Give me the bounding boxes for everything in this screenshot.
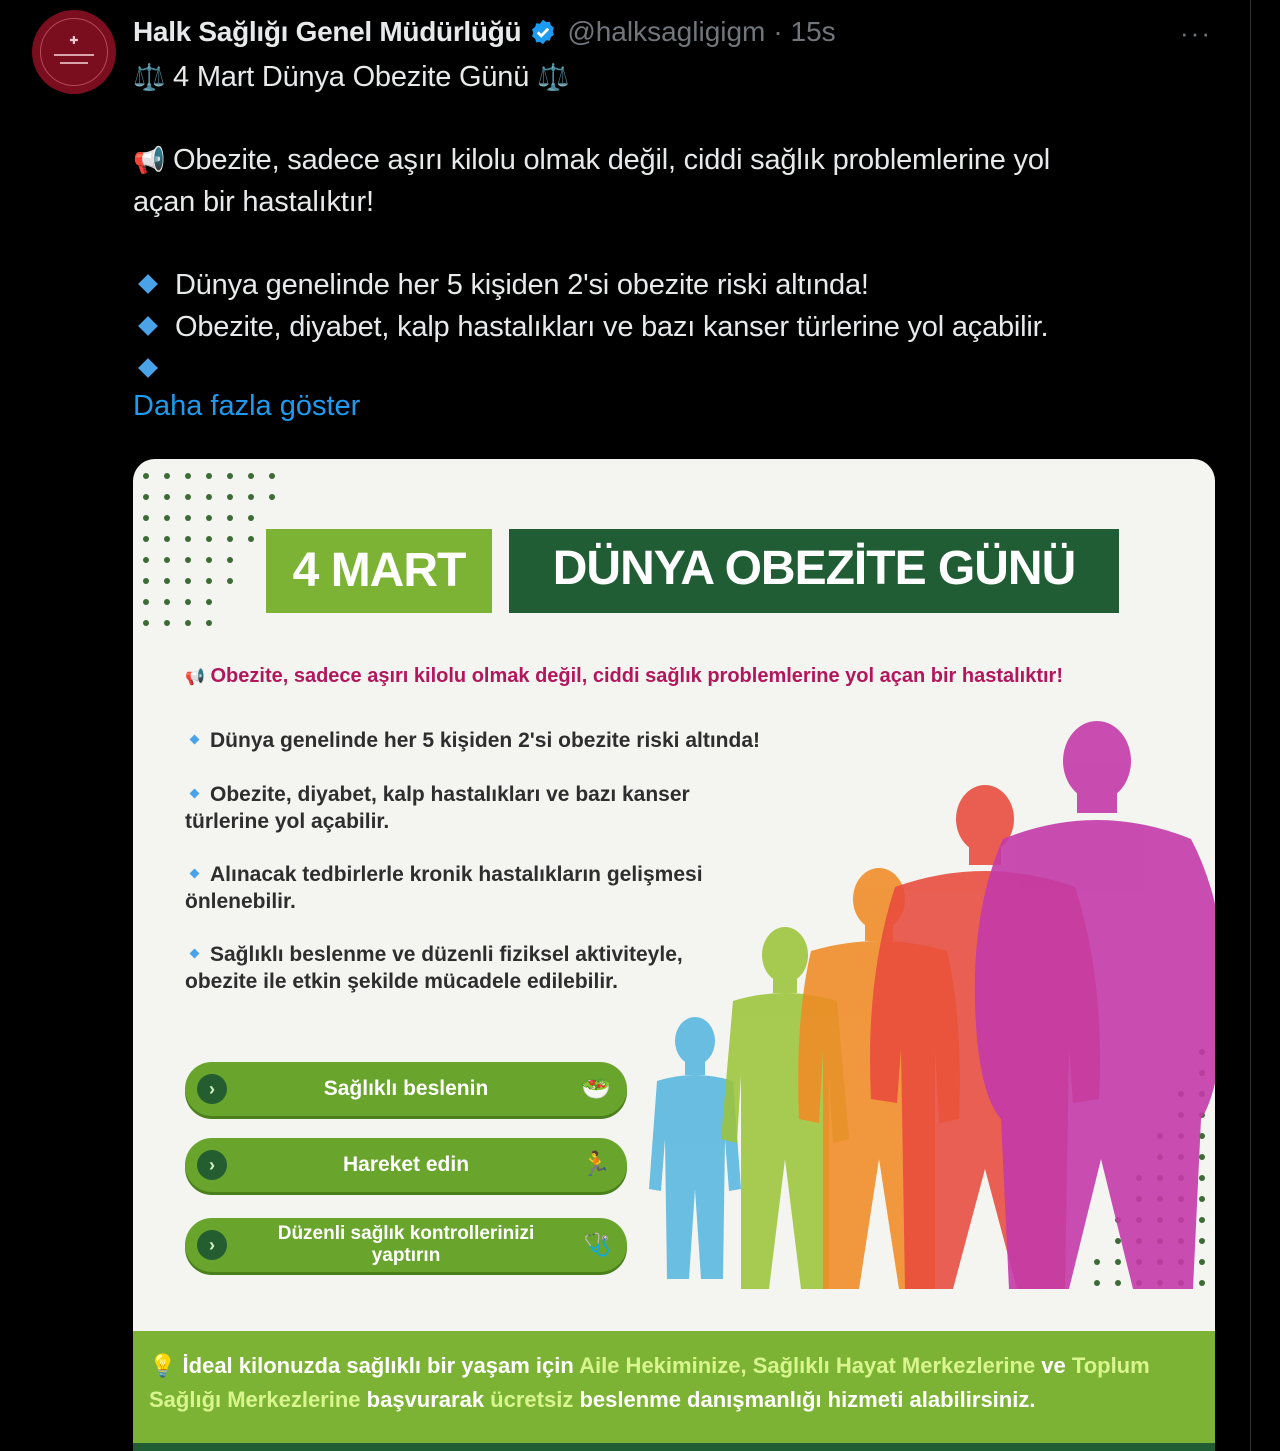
- card-point-text: Alınacak tedbirlerle kronik hastalıkların gelişmesi: [210, 863, 703, 886]
- decorative-dot: [143, 557, 149, 563]
- balance-scale-icon: ⚖️: [536, 62, 570, 92]
- decorative-dot: [143, 536, 149, 542]
- decorative-dot: [206, 473, 212, 479]
- salad-icon: 🥗: [581, 1075, 611, 1102]
- tweet-bullet: [133, 348, 175, 390]
- decorative-dot: [206, 599, 212, 605]
- avatar-logo-line: [54, 54, 94, 56]
- decorative-dot: [206, 578, 212, 584]
- card-intro-text: Obezite, sadece aşırı kilolu olmak değil, ciddi sağlık problemlerine yol açan bir hastalıktır!: [210, 665, 1063, 687]
- footer-highlight: ücretsiz: [490, 1387, 574, 1412]
- info-footer: [133, 1331, 1215, 1451]
- body-silhouettes-illustration: [633, 719, 1215, 1309]
- card-point: [185, 941, 683, 995]
- card-point-text: Obezite, diyabet, kalp hastalıkları ve bazı kanser: [210, 783, 690, 806]
- decorative-dot: [185, 494, 191, 500]
- chevron-right-icon: ›: [197, 1074, 227, 1104]
- footer-text-part: ve: [1035, 1353, 1072, 1378]
- more-options-icon[interactable]: ···: [1180, 18, 1212, 48]
- decorative-dot: [206, 494, 212, 500]
- blue-diamond-icon: [138, 316, 158, 336]
- decorative-dot: [164, 599, 170, 605]
- decorative-dot: [143, 473, 149, 479]
- tweet-bullet: [133, 264, 869, 306]
- tweet-text-line: [133, 139, 1050, 181]
- tweet-title-line: [133, 56, 569, 98]
- timeline-border: [1250, 0, 1251, 1451]
- runner-icon: 🏃: [581, 1151, 611, 1178]
- tweet-title: 4 Mart Dünya Obezite Günü: [173, 61, 530, 93]
- card-point-text: önlenebilir.: [185, 890, 296, 913]
- action-pill-exercise: [185, 1138, 627, 1192]
- decorative-dot: [185, 536, 191, 542]
- decorative-dot: [227, 536, 233, 542]
- decorative-dot: [269, 494, 275, 500]
- footer-strip: [133, 1443, 1215, 1451]
- tweet-header: [133, 12, 836, 52]
- action-label: Sağlıklı beslenin: [323, 1077, 489, 1100]
- decorative-dot: [227, 515, 233, 521]
- decorative-dot: [164, 620, 170, 626]
- blue-diamond-icon: [190, 949, 200, 959]
- card-point-text: Dünya genelinde her 5 kişiden 2'si obezite riski altında!: [210, 729, 760, 752]
- light-bulb-icon: 💡: [149, 1353, 177, 1378]
- tweet-bullet: [133, 306, 1048, 348]
- decorative-dot: [227, 494, 233, 500]
- card-intro: [185, 665, 1063, 688]
- verified-badge-icon: [529, 18, 557, 46]
- chevron-right-icon: ›: [197, 1150, 227, 1180]
- tweet-bullet-2: Obezite, diyabet, kalp hastalıkları ve bazı kanser türlerine yol açabilir.: [175, 311, 1049, 343]
- decorative-dot: [164, 557, 170, 563]
- account-name[interactable]: Halk Sağlığı Genel Müdürlüğü: [133, 16, 522, 47]
- blue-diamond-icon: [138, 358, 158, 378]
- decorative-dot: [164, 536, 170, 542]
- decorative-dot: [185, 620, 191, 626]
- action-pill-eat-healthy: [185, 1062, 627, 1116]
- decorative-dot: [206, 515, 212, 521]
- avatar[interactable]: [32, 10, 116, 94]
- date-banner: 4 MART: [266, 529, 492, 613]
- card-point: [185, 861, 703, 915]
- decorative-dot: [185, 578, 191, 584]
- decorative-dot: [143, 620, 149, 626]
- footer-text-part: beslenme danışmanlığı hizmeti alabilirsiniz.: [573, 1387, 1036, 1412]
- decorative-dot: [143, 599, 149, 605]
- decorative-dot: [206, 557, 212, 563]
- tweet-bullet-1: Dünya genelinde her 5 kişiden 2'si obezite riski altında!: [175, 269, 869, 301]
- decorative-dot: [164, 473, 170, 479]
- decorative-dot: [185, 515, 191, 521]
- avatar-ring: [40, 18, 108, 86]
- blue-diamond-icon: [138, 274, 158, 294]
- silhouette-blue: [649, 1017, 741, 1279]
- stethoscope-icon: 🩺: [583, 1232, 611, 1257]
- balance-scale-icon: ⚖️: [133, 62, 166, 92]
- card-point-text: Sağlıklı beslenme ve düzenli fiziksel aktiviteyle,: [210, 943, 683, 966]
- decorative-dot: [164, 494, 170, 500]
- title-banner: DÜNYA OBEZİTE GÜNÜ: [509, 529, 1119, 613]
- action-pill-checkups: [185, 1218, 627, 1272]
- decorative-dot: [227, 557, 233, 563]
- card-point-text: obezite ile etkin şekilde mücadele edilebilir.: [185, 970, 619, 993]
- info-footer-text: [149, 1349, 1209, 1417]
- decorative-dot: [143, 494, 149, 500]
- tweet-time[interactable]: · 15s: [773, 16, 836, 47]
- account-handle[interactable]: @halksagligigm: [567, 16, 766, 47]
- decorative-dot: [185, 473, 191, 479]
- decorative-dot: [248, 536, 254, 542]
- action-label: Hareket edin: [342, 1153, 470, 1176]
- avatar-logo-line: [60, 62, 88, 64]
- decorative-dot: [227, 578, 233, 584]
- decorative-dot: [227, 473, 233, 479]
- decorative-dot: [269, 473, 275, 479]
- decorative-dot: [206, 620, 212, 626]
- decorative-dot: [164, 578, 170, 584]
- footer-text-part: başvurarak: [360, 1387, 491, 1412]
- decorative-dot: [164, 515, 170, 521]
- blue-diamond-icon: [190, 789, 200, 799]
- decorative-dot: [185, 557, 191, 563]
- footer-highlight: Aile Hekiminize, Sağlıklı Hayat Merkezlerine: [579, 1353, 1036, 1378]
- decorative-dot: [143, 578, 149, 584]
- tweet-image[interactable]: [133, 459, 1215, 1451]
- decorative-dot: [248, 494, 254, 500]
- footer-text-part: İdeal kilonuzda sağlıklı bir yaşam için: [182, 1353, 580, 1378]
- decorative-dot: [206, 536, 212, 542]
- blue-diamond-icon: [190, 735, 200, 745]
- tweet-text-2: açan bir hastalıktır!: [133, 186, 374, 218]
- megaphone-icon: 📢: [133, 145, 166, 175]
- avatar-logo-icon: ✚: [69, 35, 79, 47]
- chevron-right-icon: ›: [197, 1230, 227, 1260]
- decorative-dot: [143, 515, 149, 521]
- action-label: Düzenli sağlık kontrollerinizi yaptırın: [277, 1223, 535, 1266]
- decorative-dot: [185, 599, 191, 605]
- megaphone-icon: 📢: [185, 669, 205, 686]
- decorative-dot: [248, 473, 254, 479]
- decorative-dot: [248, 515, 254, 521]
- blue-diamond-icon: [190, 869, 200, 879]
- tweet-text-1: Obezite, sadece aşırı kilolu olmak değil, ciddi sağlık problemlerine yol: [173, 144, 1051, 176]
- footer-highlight: Toplum Sağlığı Merkezlerine: [149, 1353, 1150, 1412]
- card-point-text: türlerine yol açabilir.: [185, 810, 390, 833]
- card-point: [185, 781, 690, 835]
- show-more-link[interactable]: Daha fazla göster: [133, 390, 361, 422]
